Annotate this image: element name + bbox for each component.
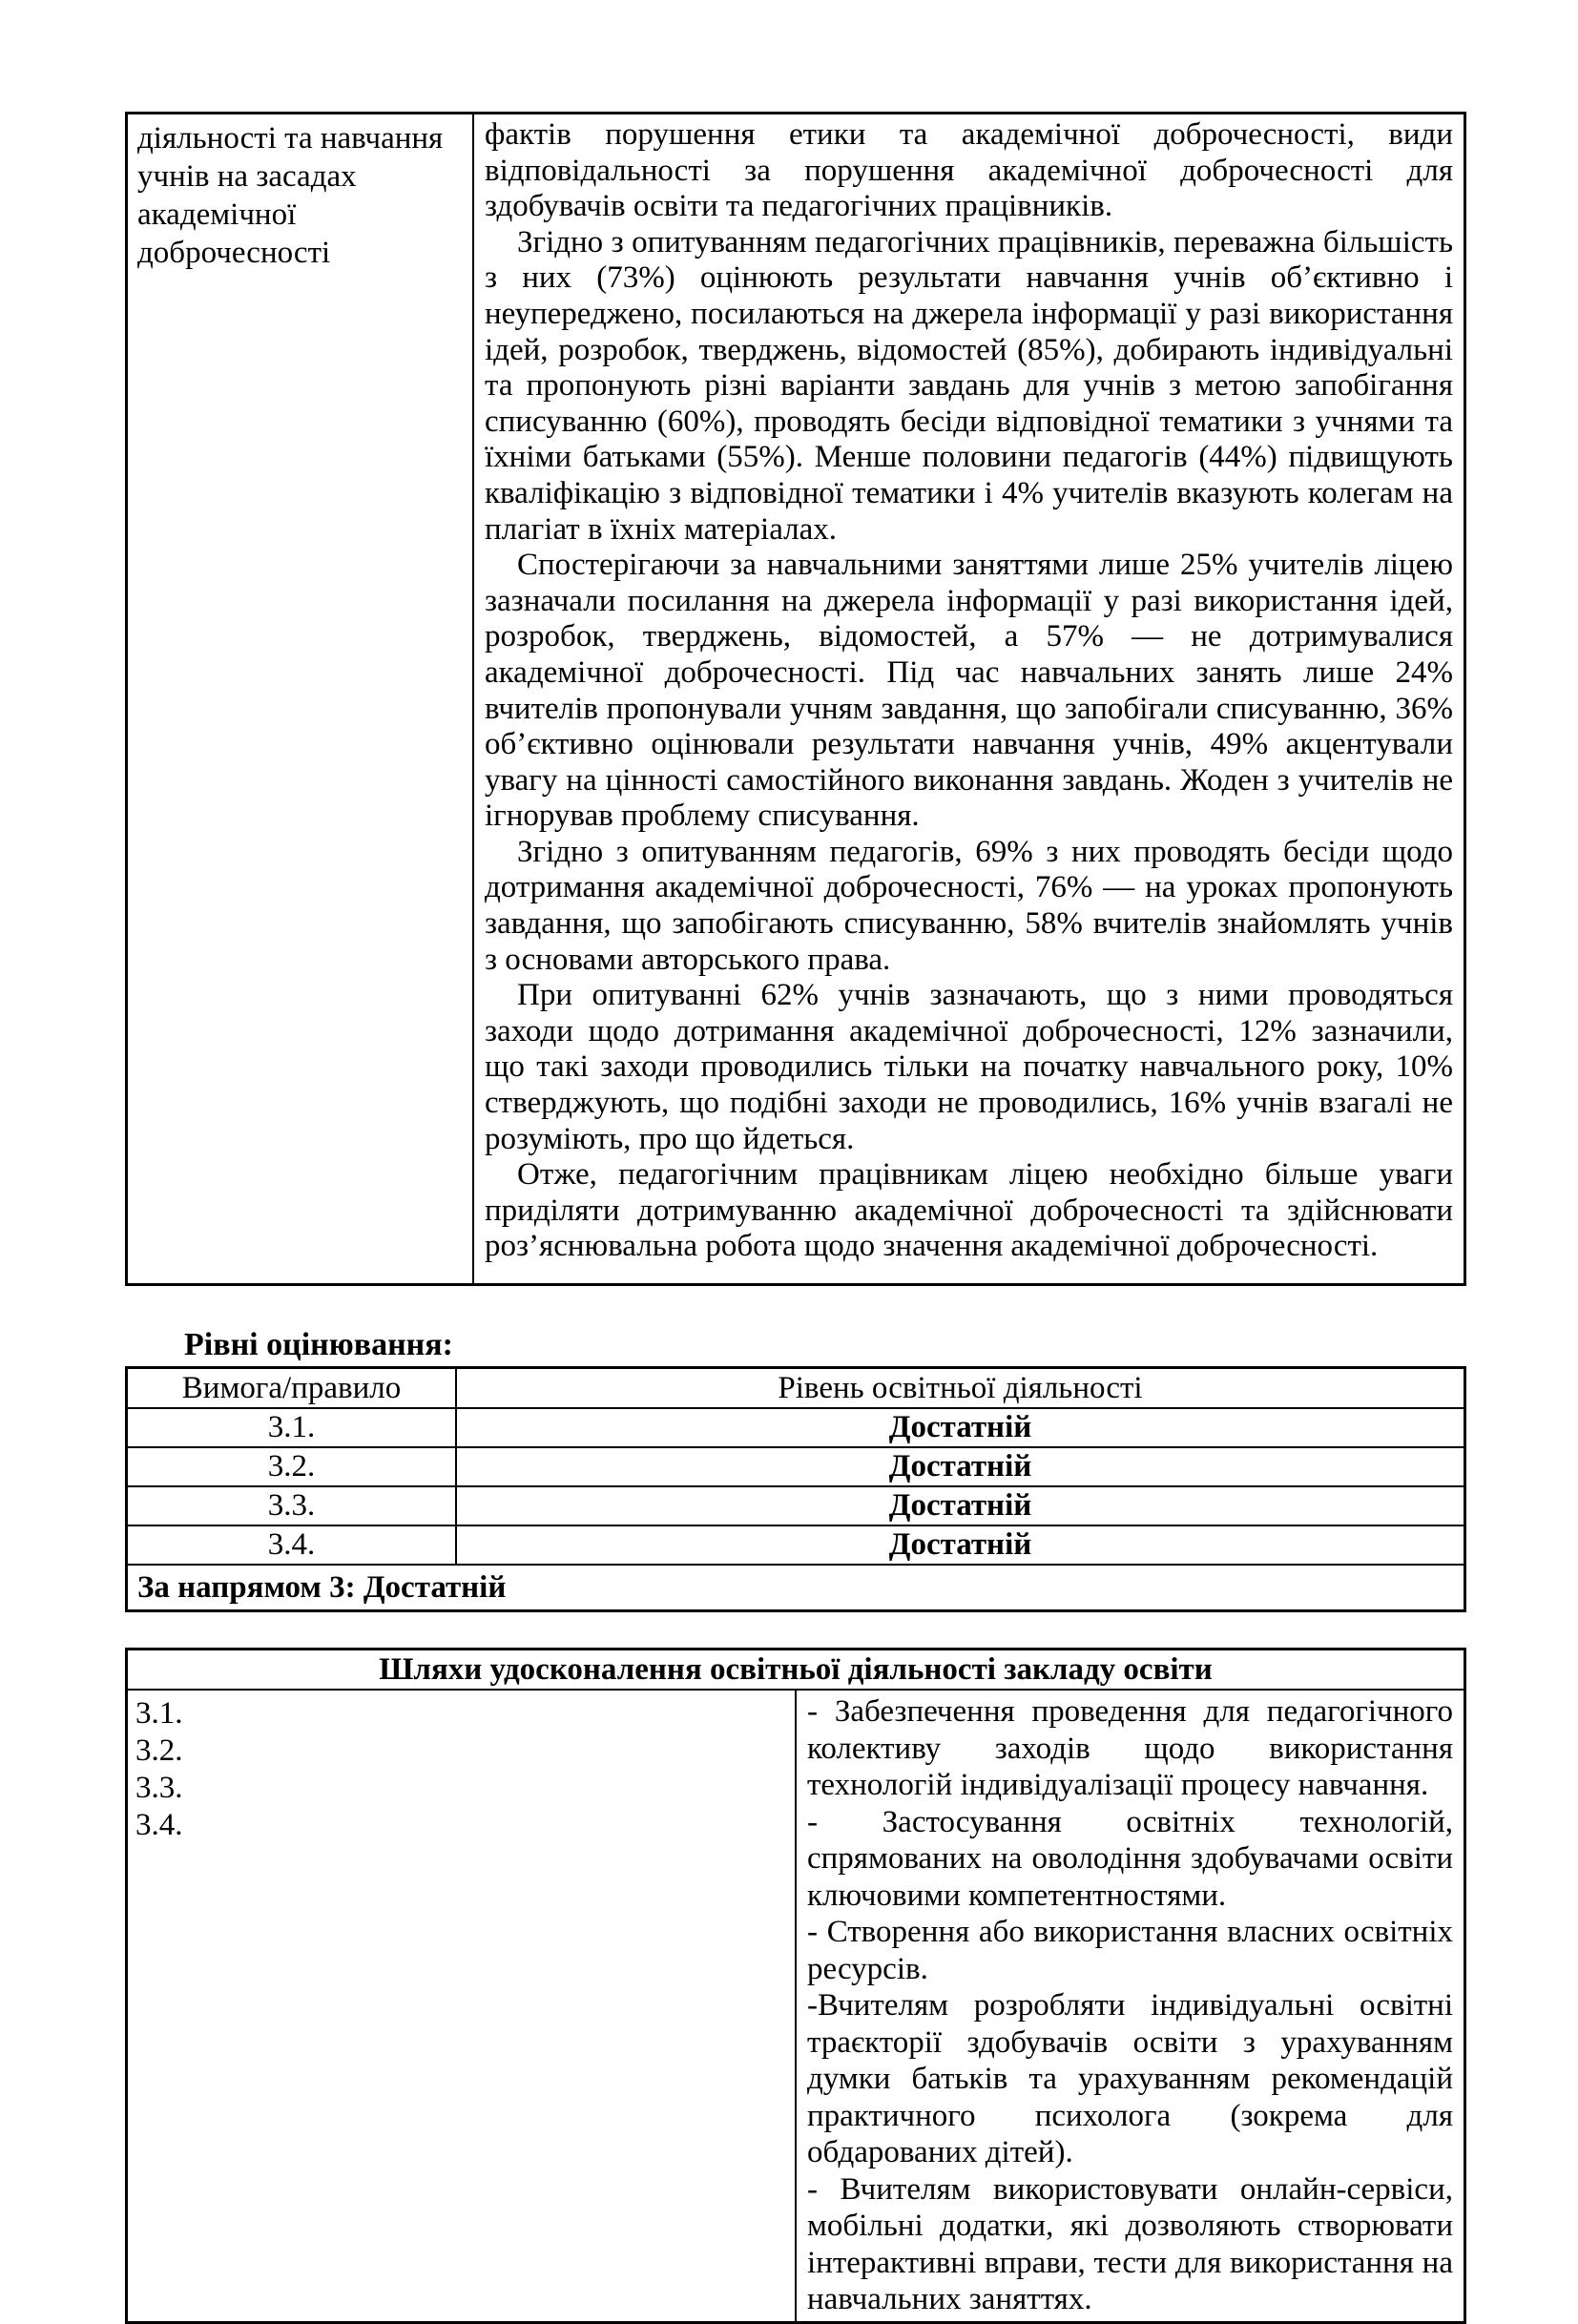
- level-row: [127, 1447, 1465, 1486]
- analysis-paragraph: При опитуванні 62% учнів зазначають, що з ними проводяться заходи щодо дотримання академічної доброчесності, 12% зазначили, що такі заходи проводились тільки на початку навчального року, 10% стверджують, що подібні заходи не проводились, 16% учнів взагалі не розуміють, про що йдеться.: [485, 978, 1453, 1156]
- requirement-number: 3.1.: [135, 1696, 183, 1731]
- table-row: [127, 114, 1465, 1285]
- academic-integrity-table: [125, 112, 1466, 1286]
- levels-header-row: [127, 1368, 1465, 1409]
- level-value: Достатній: [456, 1486, 1465, 1525]
- improvement-measure: - Створення або використання власних освітніх ресурсів.: [807, 1915, 1453, 1986]
- improvements-title-row: [127, 1650, 1465, 1691]
- analysis-paragraph: Спостерігаючи за навчальними заняттями лише 25% учителів ліцею зазначали посилання на джерела інформації у разі використання ідей, розробок, тверджень, відомостей, а 57% — не дотримувалися академічної доброчесності. Під час навчальних занять лише 24% вчителів пропонували учням завдання, що запобігали списуванню, 36% об’єктивно оцінювали результати навчання учнів, 49% акцентували увагу на цінності самостійного виконання завдань. Жоден з учителів не ігнорував проблему списування.: [485, 548, 1453, 834]
- requirement-number: 3.2.: [135, 1733, 183, 1768]
- levels-table: [125, 1366, 1466, 1612]
- improvements-measures-cell: [796, 1690, 1465, 2322]
- improvements-requirements-cell: [127, 1690, 797, 2322]
- improvement-measure: - Забезпечення проведення для педагогічного колективу заходів щодо використання технологій індивідуалізації процесу навчання.: [807, 1694, 1453, 1802]
- level-row: [127, 1408, 1465, 1447]
- level-value: Достатній: [456, 1408, 1465, 1447]
- improvements-title: Шляхи удосконалення освітньої діяльності закладу освіти: [127, 1650, 1465, 1691]
- requirement-number: 3.3.: [127, 1486, 457, 1525]
- improvements-table: [125, 1648, 1466, 2324]
- criterion-text: діяльності та навчання учнів на засадах академічної доброчесності: [137, 121, 444, 270]
- levels-summary-row: [127, 1565, 1465, 1611]
- levels-header-requirement: Вимога/правило: [127, 1368, 457, 1409]
- analysis-paragraph: фактів порушення етики та академічної доброчесності, види відповідальності за порушення академічної доброчесності для здобувачів освіти та педагогічних працівників.: [485, 117, 1453, 224]
- improvement-measure: - Вчителям використовувати онлайн-сервіси, мобільні додатки, які дозволяють створювати інтерактивні вправи, тести для використання на навчальних заняттях.: [807, 2171, 1453, 2316]
- improvement-measure: -Вчителям розробляти індивідуальні освітні траєкторії здобувачів освіти з урахуванням думки батьків та урахуванням рекомендацій практичного психолога (зокрема для обдарованих дітей).: [807, 1988, 1453, 2169]
- requirement-number: 3.1.: [127, 1408, 457, 1447]
- requirement-number: 3.4.: [127, 1525, 457, 1565]
- improvements-body-row: [127, 1690, 1465, 2322]
- levels-header-level: Рівень освітньої діяльності: [456, 1368, 1465, 1409]
- requirement-number: 3.4.: [135, 1808, 183, 1842]
- levels-heading: Рівні оцінювання:: [184, 1327, 453, 1362]
- level-value: Достатній: [456, 1447, 1465, 1486]
- improvement-measure: - Застосування освітніх технологій, спрямованих на оволодіння здобувачами освіти ключовими компетентностями.: [807, 1804, 1453, 1913]
- criterion-cell: [127, 114, 474, 1285]
- analysis-cell: [473, 114, 1465, 1285]
- level-row: [127, 1486, 1465, 1525]
- analysis-paragraph: Отже, педагогічним працівникам ліцею необхідно більше уваги приділяти дотримуванню академічної доброчесності та здійснювати роз’яснювальна робота щодо значення академічної доброчесності.: [485, 1157, 1453, 1264]
- level-value: Достатній: [456, 1525, 1465, 1565]
- level-row: [127, 1525, 1465, 1565]
- requirement-number: 3.3.: [135, 1771, 183, 1805]
- analysis-paragraph: Згідно з опитуванням педагогів, 69% з них проводять бесіди щодо дотримання академічної доброчесності, 76% — на уроках пропонують завдання, що запобігають списуванню, 58% вчителів знайомлять учнів з основами авторського права.: [485, 834, 1453, 977]
- requirement-number: 3.2.: [127, 1447, 457, 1486]
- analysis-paragraph: Згідно з опитуванням педагогічних працівників, переважна більшість з них (73%) оцінюють результати навчання учнів об’єктивно і неупереджено, посилаються на джерела інформації у разі використання ідей, розробок, тверджень, відомостей (85%), добирають індивідуальні та пропонують різні варіанти завдань для учнів з метою запобігання списуванню (60%), проводять бесіди відповідної тематики з учнями та їхніми батьками (55%). Менше половини педагогів (44%) підвищують кваліфікацію з відповідної тематики і 4% учителів вказують колегам на плагіат в їхніх матеріалах.: [485, 224, 1453, 547]
- levels-summary-text: За напрямом 3: Достатній: [127, 1565, 1465, 1611]
